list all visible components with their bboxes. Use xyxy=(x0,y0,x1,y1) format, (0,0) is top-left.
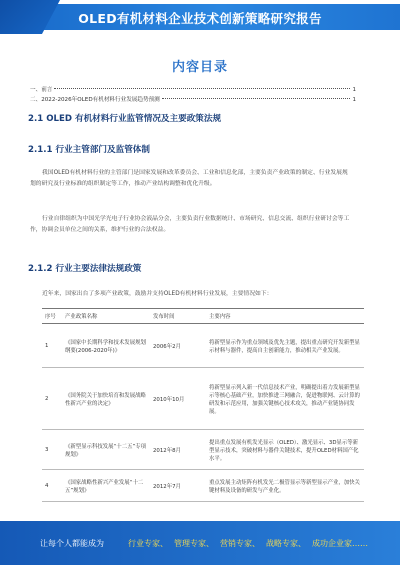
toc-entry-page: 1 xyxy=(352,87,356,93)
report-header xyxy=(0,0,400,34)
footer-tag: 战略专家、 xyxy=(266,539,306,548)
toc-title: 内容目录 xyxy=(171,60,228,75)
column-header-policy-name: 产业政策名称 xyxy=(62,309,150,324)
toc-entry-label: 一、前言 xyxy=(30,87,53,93)
row-policy-name: 《国家中长期科学和技术发展规划纲要(2006-2020年)》 xyxy=(62,324,150,368)
row-number: 4 xyxy=(42,470,62,502)
row-number: 1 xyxy=(42,324,62,368)
row-number: 3 xyxy=(42,430,62,470)
row-release-date: 2006年2月 xyxy=(150,324,206,368)
table-row xyxy=(42,470,364,502)
row-policy-name: 《国务院关于加快培育和发展战略性新兴产业的决定》 xyxy=(62,368,150,430)
paragraph-policy-intro: 近年来，国家出台了多项产业政策，鼓励并支持OLED有机材料行业发展，主要情况如下： xyxy=(42,291,273,297)
row-main-content: 重点发展主动矩阵有机发光二极管显示等新型显示产业，加快关键材料及设备的研发与产业化。 xyxy=(206,470,364,502)
table-row xyxy=(42,430,364,470)
footer-tag: 成功企业家…… xyxy=(312,539,368,548)
column-header-number: 序号 xyxy=(42,309,62,324)
table-of-contents xyxy=(30,85,356,105)
footer-slogan: 让每个人都能成为 xyxy=(40,539,104,548)
toc-entry-label: 二、2022-2026年OLED有机材料行业发展趋势预测 xyxy=(30,97,160,103)
report-title: OLED有机材料企业技术创新策略研究报告 xyxy=(78,11,322,26)
table-row xyxy=(42,368,364,430)
footer-tag: 管理专家、 xyxy=(174,539,214,548)
row-main-content: 将新型显示列入新一代信息技术产业，明确提出着力发展新型显示等核心基础产业，加快推进三网融合，促进物联网、云计算的研发和示范应用，加强关键核心技术攻关，推动产业链协同发展。 xyxy=(206,368,364,430)
footer-tag: 营销专家、 xyxy=(220,539,260,548)
toc-entry[interactable] xyxy=(30,95,356,105)
toc-entry[interactable] xyxy=(30,85,356,95)
table-row xyxy=(42,324,364,368)
row-number: 2 xyxy=(42,368,62,430)
column-header-main-content: 主要内容 xyxy=(206,309,364,324)
row-release-date: 2010年10月 xyxy=(150,368,206,430)
paragraph-supervision: 我国OLED有机材料行业的主管部门是国家发展和改革委员会、工业和信息化部，主要负责产业政策的制定、行业发展规划的研究及行业标准的组织制定等工作，推动产业结构调整和优化升级。 xyxy=(30,170,348,187)
policy-table xyxy=(42,308,364,502)
section-heading-2-1-2: 2.1.2 行业主要法律法规政策 xyxy=(28,264,142,274)
row-release-date: 2012年8月 xyxy=(150,430,206,470)
row-policy-name: 《国家战略性新兴产业发展“十二五”规划》 xyxy=(62,470,150,502)
row-release-date: 2012年7月 xyxy=(150,470,206,502)
toc-entry-page: 1 xyxy=(352,97,356,103)
row-main-content: 提出重点发展有机发光显示（OLED）、激光显示、3D显示等新型显示技术，突破材料与器件关键技术，提升OLED材料国产化水平。 xyxy=(206,430,364,470)
footer-banner xyxy=(0,521,400,565)
toc-leader-dots xyxy=(54,88,350,89)
paragraph-self-regulation: 行业自律组织为中国光学光电子行业协会液晶分会，主要负责行业数据统计、市场研究、信息交流、组织行业研讨会等工作，协调会员单位之间的关系，维护行业的合法权益。 xyxy=(30,216,350,233)
footer-tag-list xyxy=(128,538,368,549)
row-main-content: 将新型显示作为重点领域及优先主题，提出重点研究开发新型显示材料与器件，提高自主创新能力，推动相关产业发展。 xyxy=(206,324,364,368)
toc-leader-dots xyxy=(162,98,351,99)
section-heading-2-1: 2.1 OLED 有机材料行业监管情况及主要政策法规 xyxy=(28,114,222,124)
row-policy-name: 《新型显示科技发展“十二五”专项规划》 xyxy=(62,430,150,470)
column-header-release-date: 发布时间 xyxy=(150,309,206,324)
table-header-row xyxy=(42,309,364,324)
section-heading-2-1-1: 2.1.1 行业主管部门及监管体制 xyxy=(28,145,150,155)
footer-tag: 行业专家、 xyxy=(128,539,168,548)
